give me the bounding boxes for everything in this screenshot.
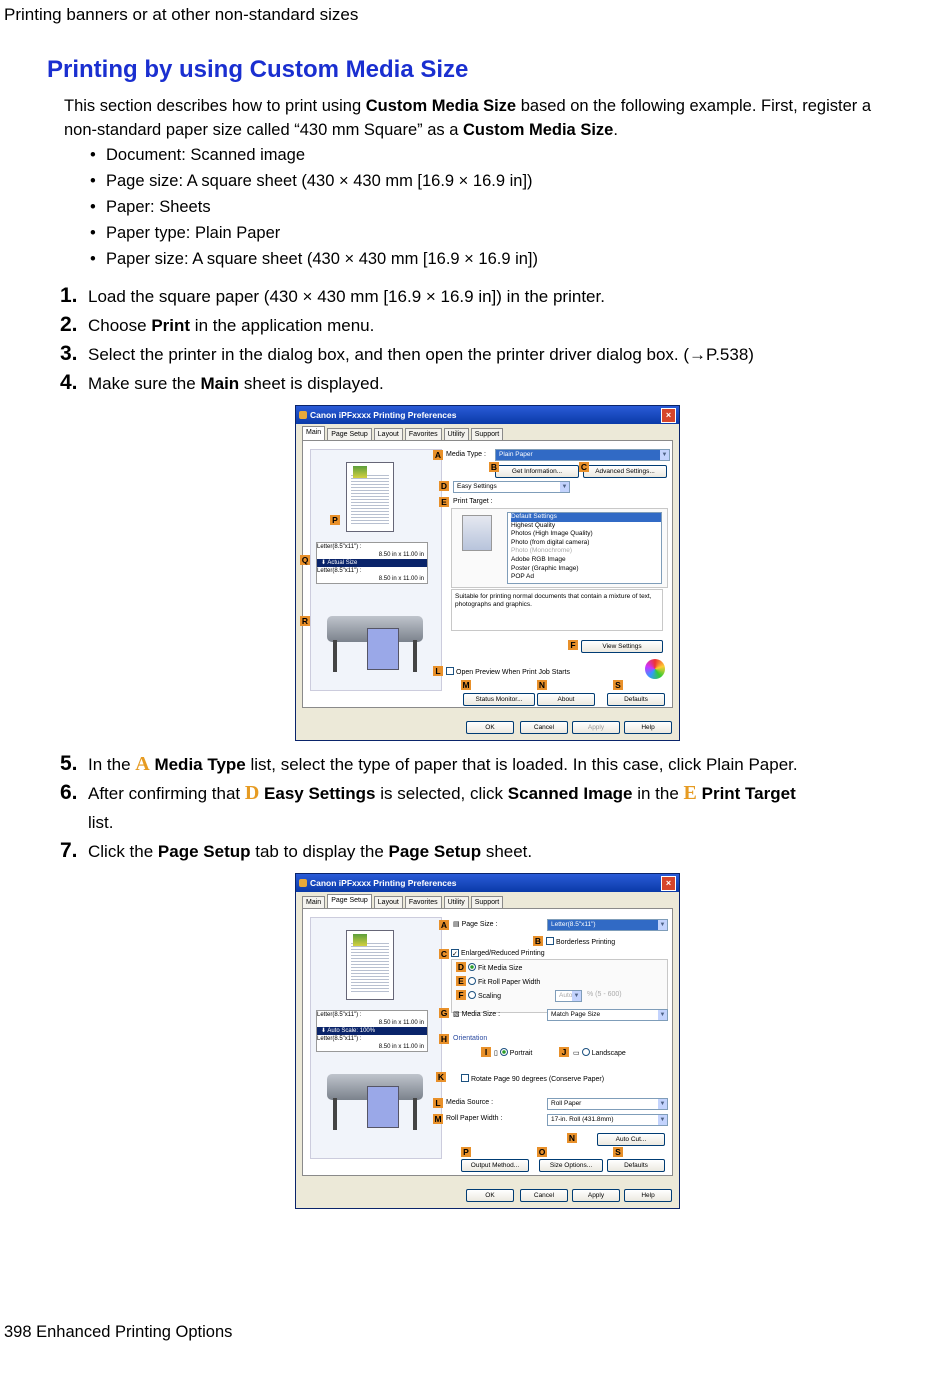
radio-selected-icon[interactable] [500, 1048, 508, 1056]
enlarged-checkbox[interactable] [451, 949, 545, 957]
view-settings-button[interactable]: View Settings [581, 640, 663, 653]
scaling-label: Scaling [478, 993, 501, 1000]
step-number: 7. [60, 839, 78, 862]
apply-button[interactable]: Apply [572, 721, 620, 734]
landscape-label: Landscape [591, 1050, 626, 1057]
callout-S: S [613, 1147, 623, 1157]
callout-F: F [568, 640, 578, 650]
fit-media-label: Fit Media Size [478, 965, 523, 972]
callout-E: E [456, 976, 466, 986]
media-icon: ▧ [453, 1011, 462, 1018]
bullet-item: • Document: Scanned image [90, 144, 538, 170]
scaling-range: % (5 - 600) [587, 991, 622, 998]
checkbox-checked-icon[interactable]: ✓ [452, 951, 458, 958]
defaults-button[interactable]: Defaults [607, 693, 665, 706]
tab-page-setup[interactable]: Page Setup [327, 894, 372, 908]
page-setup-sheet-screenshot [295, 873, 680, 1209]
radio-icon[interactable] [468, 991, 476, 999]
bullet-item: • Paper size: A square sheet (430 × 430 mm [16.9 × 16.9 in]) [90, 248, 538, 274]
auto-scale-label: Auto Scale: 100% [327, 1028, 376, 1034]
landscape-icon: ▭ [573, 1050, 582, 1057]
media-type-label: Media Type : [446, 451, 486, 458]
apply-button[interactable]: Apply [572, 1189, 620, 1202]
kcanon-logo-icon [645, 659, 665, 679]
step-text: in the [632, 784, 684, 803]
get-information-button[interactable]: Get Information... [495, 465, 579, 478]
step-number: 4. [60, 371, 78, 394]
step-bold: Scanned Image [507, 784, 633, 803]
step-bold: Easy Settings [259, 784, 376, 803]
step-number: 1. [60, 284, 78, 307]
list-item[interactable]: Adobe RGB Image [511, 555, 566, 563]
print-target-group [451, 508, 668, 588]
step-bold: Media Type [149, 755, 246, 774]
callout-Q: Q [301, 555, 309, 565]
step-text: tab to display the [250, 842, 389, 861]
bullet-item: • Paper type: Plain Paper [90, 222, 538, 248]
intro-text-3: . [613, 121, 618, 139]
print-target-list[interactable] [507, 512, 662, 584]
callout-N: N [568, 1133, 576, 1143]
fit-media-radio[interactable] [468, 963, 522, 972]
step-text: list. [88, 813, 114, 832]
open-preview-label: Open Preview When Print Job Starts [456, 669, 570, 676]
step-text: In the [88, 755, 136, 774]
page-size-label [453, 920, 497, 928]
fit-roll-radio[interactable] [468, 977, 540, 986]
help-button[interactable]: Help [624, 1189, 672, 1202]
media-source-label: Media Source : [446, 1099, 494, 1106]
image-thumbnail-icon [353, 466, 367, 478]
tab-strip [302, 896, 505, 908]
size-value: 8.50 in x 11.00 in [378, 1044, 424, 1050]
roll-width-label: Roll Paper Width : [446, 1115, 503, 1122]
callout-M: M [462, 680, 470, 690]
intro-text-2: based on the following example. First, register a non-standard paper size called “430 mm Square” as a [64, 97, 872, 139]
scaling-input[interactable]: Auto ▼ [555, 990, 582, 1002]
list-item[interactable]: POP Ad [511, 573, 535, 581]
step-bold: Page Setup [157, 842, 251, 861]
roll-width-dropdown[interactable]: 17-in. Roll (431.8mm) ▼ [547, 1114, 668, 1126]
about-button[interactable]: About [537, 693, 595, 706]
list-item[interactable]: Photos (High Image Quality) [511, 530, 593, 538]
auto-scale-bar [317, 1027, 427, 1035]
status-monitor-button[interactable]: Status Monitor... [463, 693, 535, 706]
tab-strip [302, 428, 505, 440]
running-header: Printing banners or at other non-standard sizes [4, 5, 359, 24]
callout-M: M [434, 1114, 442, 1124]
callout-P: P [330, 515, 340, 525]
step-text: Make sure the [88, 374, 201, 393]
intro-text-1: This section describes how to print using [64, 97, 366, 115]
step-text: in the application menu. [190, 316, 375, 335]
intro-paragraph [64, 94, 894, 142]
page-setup-pane [302, 908, 673, 1176]
page-size-dropdown[interactable]: Letter(8.5"x11") ▼ [547, 919, 668, 931]
step-bold: Page Setup [388, 842, 482, 861]
callout-K: K [437, 1072, 445, 1082]
portrait-icon: ▯ [494, 1050, 500, 1057]
callout-S: S [613, 680, 623, 690]
step-text: After confirming that [88, 784, 245, 803]
advanced-settings-button[interactable]: Advanced Settings... [583, 465, 667, 478]
step-7 [60, 836, 900, 866]
actual-size-label: Actual Size [327, 560, 358, 566]
cancel-button[interactable]: Cancel [520, 721, 568, 734]
step-text: sheet. [481, 842, 533, 861]
size-value: 8.50 in x 11.00 in [378, 1020, 424, 1026]
ok-button[interactable]: OK [466, 1189, 514, 1202]
callout-letter: A [135, 753, 150, 775]
step-1 [60, 281, 900, 311]
callout-C: C [580, 462, 588, 472]
tab-main[interactable]: Main [302, 426, 325, 440]
printer-illustration-icon [325, 1066, 425, 1132]
callout-R: R [301, 616, 309, 626]
step-text: Click the [88, 842, 158, 861]
checkbox-icon[interactable] [461, 1074, 469, 1082]
cancel-button[interactable]: Cancel [520, 1189, 568, 1202]
step-bold: Print Target [696, 784, 796, 803]
callout-letter: D [244, 782, 260, 804]
dialog-title: Canon iPFxxxx Printing Preferences [310, 878, 457, 888]
step-5 [60, 749, 900, 779]
tab-support[interactable]: Support [471, 428, 504, 440]
step-3 [60, 339, 900, 369]
radio-icon[interactable] [468, 977, 476, 985]
step-6 [60, 778, 900, 837]
callout-D: D [440, 481, 448, 491]
section-title: Printing by using Custom Media Size [47, 56, 469, 83]
size-info [316, 542, 428, 584]
landscape-radio[interactable] [573, 1048, 626, 1057]
open-preview-checkbox[interactable] [446, 667, 570, 676]
intro-bold-2: Custom Media Size [462, 121, 614, 139]
printer-illustration-icon [325, 608, 425, 674]
step-bold: Main [200, 374, 240, 393]
defaults-button[interactable]: Defaults [607, 1159, 665, 1172]
tab-main[interactable]: Main [302, 896, 325, 908]
step-number: 6. [60, 781, 78, 804]
list-item[interactable]: Highest Quality [511, 521, 556, 529]
page-icon: ▤ [453, 921, 462, 928]
ok-button[interactable]: OK [466, 721, 514, 734]
bullet-item: • Paper: Sheets [90, 196, 538, 222]
step-number: 5. [60, 752, 78, 775]
step-text: is selected, click [375, 784, 508, 803]
step-text: list, select the type of paper that is loaded. In this case, click Plain Paper. [245, 755, 798, 774]
step-text: Load the square paper (430 × 430 mm [16.9 × 16.9 in]) in the printer. [88, 287, 605, 306]
main-pane [302, 440, 673, 708]
size-info [316, 1010, 428, 1052]
tab-favorites[interactable]: Favorites [405, 896, 442, 908]
preview-panel [310, 917, 442, 1159]
size-options-button[interactable]: Size Options... [539, 1159, 603, 1172]
callout-B: B [490, 462, 498, 472]
dialog-titlebar [296, 874, 679, 892]
checkbox-icon[interactable] [446, 667, 454, 675]
callout-A: A [434, 450, 442, 460]
portrait-label: Portrait [509, 1050, 533, 1057]
media-size-text: Media Size : [461, 1011, 501, 1018]
tab-utility[interactable]: Utility [444, 896, 469, 908]
list-item[interactable]: Photo (Monochrome) [511, 547, 573, 555]
portrait-radio[interactable] [494, 1048, 532, 1057]
fit-roll-label: Fit Roll Paper Width [478, 979, 541, 986]
print-target-icon [462, 515, 492, 551]
callout-C: C [440, 949, 448, 959]
description-box: Suitable for printing normal documents that contain a mixture of text, photographs and graphics. [451, 589, 663, 631]
bullet-item: • Page size: A square sheet (430 × 430 mm [16.9 × 16.9 in]) [90, 170, 538, 196]
step-number: 3. [60, 342, 78, 365]
tab-support[interactable]: Support [471, 896, 504, 908]
callout-F: F [456, 990, 466, 1000]
page-footer: 398 Enhanced Printing Options [4, 1323, 233, 1341]
size-value: 8.50 in x 11.00 in [378, 576, 424, 582]
auto-cut-button[interactable]: Auto Cut... [597, 1133, 665, 1146]
size-label: Letter(8.5"x11") : [317, 1012, 362, 1018]
tab-layout[interactable]: Layout [374, 896, 403, 908]
actual-size-bar [317, 559, 427, 567]
callout-A: A [440, 920, 448, 930]
preview-panel [310, 449, 442, 691]
tab-page-setup[interactable]: Page Setup [327, 428, 372, 440]
media-type-dropdown[interactable]: Plain Paper ▼ [495, 449, 670, 461]
list-item[interactable]: Poster (Graphic Image) [511, 564, 579, 572]
step-number: 2. [60, 313, 78, 336]
checkbox-icon[interactable] [546, 937, 554, 945]
intro-bold-1: Custom Media Size [365, 97, 517, 115]
size-label: Letter(8.5"x11") : [317, 568, 362, 574]
step-text: Select the printer in the dialog box, and then open the printer driver dialog box. (→P.538) [88, 345, 754, 364]
page-size-text: Page Size : [461, 921, 498, 928]
callout-J: J [559, 1047, 569, 1057]
output-method-button[interactable]: Output Method... [461, 1159, 529, 1172]
size-label: Letter(8.5"x11") : [317, 544, 362, 550]
size-value: 8.50 in x 11.00 in [378, 552, 424, 558]
size-label: Letter(8.5"x11") : [317, 1036, 362, 1042]
callout-G: G [440, 1008, 448, 1018]
main-sheet-screenshot [295, 405, 680, 741]
step-text: Choose [88, 316, 152, 335]
callout-letter: E [683, 782, 697, 804]
callout-I: I [481, 1047, 491, 1057]
callout-L: L [433, 1098, 443, 1108]
media-size-label [453, 1010, 500, 1018]
easy-settings-dropdown[interactable]: Easy Settings ▼ [453, 481, 570, 493]
callout-N: N [538, 680, 546, 690]
media-source-dropdown[interactable]: Roll Paper ▼ [547, 1098, 668, 1110]
callout-D: D [457, 962, 465, 972]
image-thumbnail-icon [353, 934, 367, 946]
tab-favorites[interactable]: Favorites [405, 428, 442, 440]
media-size-dropdown[interactable]: Match Page Size ▼ [547, 1009, 668, 1021]
arrow-down-icon: ⬇ [321, 1028, 328, 1034]
dialog-titlebar [296, 406, 679, 424]
radio-icon[interactable] [582, 1048, 590, 1056]
help-button[interactable]: Help [624, 721, 672, 734]
callout-O: O [538, 1147, 546, 1157]
callout-P: P [461, 1147, 471, 1157]
callout-L: L [433, 666, 443, 676]
callout-B: B [534, 936, 542, 946]
example-bullet-list [90, 144, 538, 274]
borderless-label: Borderless Printing [556, 939, 616, 946]
tab-layout[interactable]: Layout [374, 428, 403, 440]
step-text: sheet is displayed. [239, 374, 384, 393]
enlarged-label: Enlarged/Reduced Printing [461, 950, 545, 957]
orientation-label: Orientation [453, 1035, 488, 1042]
callout-H: H [440, 1034, 448, 1044]
close-icon[interactable]: × [661, 876, 676, 891]
rotate-label: Rotate Page 90 degrees (Conserve Paper) [471, 1076, 605, 1083]
step-bold: Print [151, 316, 191, 335]
tab-utility[interactable]: Utility [444, 428, 469, 440]
step-4 [60, 368, 900, 398]
arrow-down-icon: ⬇ [321, 560, 328, 566]
print-target-label: Print Target : [453, 498, 493, 505]
list-item[interactable]: Default Settings [511, 513, 661, 522]
step-2 [60, 310, 900, 340]
list-item[interactable]: Photo (from digital camera) [511, 538, 590, 546]
dialog-title: Canon iPFxxxx Printing Preferences [310, 410, 457, 420]
close-icon[interactable]: × [661, 408, 676, 423]
rotate-checkbox[interactable] [461, 1074, 604, 1083]
scaling-radio[interactable] [468, 991, 501, 1000]
borderless-checkbox[interactable] [546, 937, 615, 946]
callout-E: E [439, 497, 449, 507]
radio-selected-icon[interactable] [468, 963, 476, 971]
